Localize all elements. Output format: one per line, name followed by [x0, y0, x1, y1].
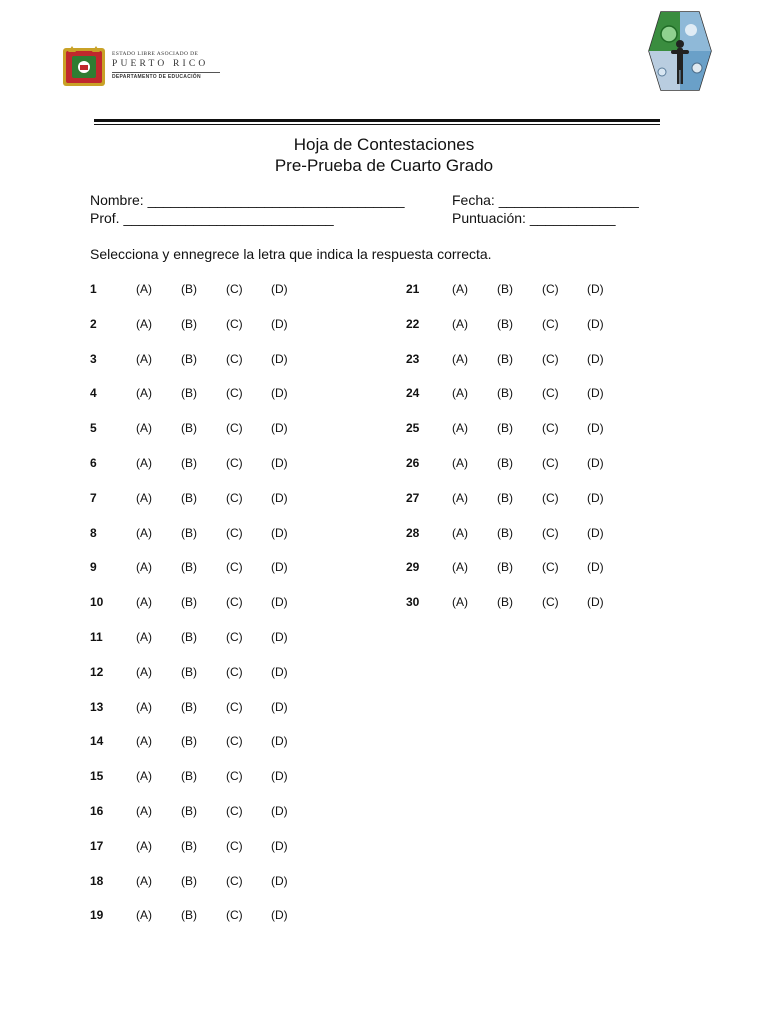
answer-option-d[interactable]: (D) — [587, 316, 604, 331]
answer-option-a[interactable]: (A) — [136, 282, 152, 296]
answer-option-d[interactable]: (D) — [271, 629, 288, 644]
answer-option-a[interactable]: (A) — [452, 421, 468, 436]
answer-option-d[interactable]: (D) — [587, 455, 604, 470]
question-number: 29 — [406, 560, 420, 575]
question-number: 14 — [90, 734, 104, 749]
answer-option-d[interactable]: (D) — [271, 316, 288, 331]
answer-option-d[interactable]: (D) — [271, 490, 288, 505]
answer-option-d[interactable]: (D) — [587, 386, 604, 401]
answer-option-c[interactable]: (C) — [226, 595, 243, 610]
answer-option-d[interactable]: (D) — [271, 386, 288, 401]
answer-option-a[interactable]: (A) — [136, 629, 152, 644]
answer-option-d[interactable]: (D) — [271, 873, 288, 888]
answer-option-d[interactable]: (D) — [271, 282, 288, 296]
answer-option-c[interactable]: (C) — [226, 560, 243, 575]
answer-option-b[interactable]: (B) — [497, 560, 513, 575]
answer-option-c[interactable]: (C) — [542, 282, 559, 296]
answer-option-a[interactable]: (A) — [136, 838, 152, 853]
answer-option-c[interactable]: (C) — [226, 455, 243, 470]
answer-option-b[interactable]: (B) — [181, 699, 197, 714]
question-number: 15 — [90, 769, 104, 784]
answer-option-c[interactable]: (C) — [226, 664, 243, 679]
question-number: 16 — [90, 803, 104, 818]
answer-option-b[interactable]: (B) — [181, 908, 197, 923]
answer-option-b[interactable]: (B) — [497, 316, 513, 331]
answer-option-c[interactable]: (C) — [226, 629, 243, 644]
answer-option-a[interactable]: (A) — [136, 316, 152, 331]
answer-option-d[interactable]: (D) — [587, 490, 604, 505]
answer-option-c[interactable]: (C) — [542, 421, 559, 436]
answer-option-b[interactable]: (B) — [181, 490, 197, 505]
question-number: 1 — [90, 282, 97, 296]
question-number: 17 — [90, 838, 104, 853]
agency-line-2: PUERTO RICO — [112, 58, 209, 69]
answer-option-b[interactable]: (B) — [181, 595, 197, 610]
answer-option-b[interactable]: (B) — [497, 595, 513, 610]
question-number: 12 — [90, 664, 104, 679]
page-title: Hoja de Contestaciones — [293, 135, 475, 154]
question-number: 28 — [406, 525, 420, 540]
answer-option-d[interactable]: (D) — [271, 838, 288, 853]
answer-option-c[interactable]: (C) — [226, 734, 243, 749]
question-number: 7 — [90, 490, 97, 505]
answer-option-b[interactable]: (B) — [497, 282, 513, 296]
answer-option-a[interactable]: (A) — [136, 595, 152, 610]
question-number: 11 — [90, 629, 103, 644]
answer-option-c[interactable]: (C) — [226, 699, 243, 714]
answer-option-d[interactable]: (D) — [587, 525, 604, 540]
answer-option-d[interactable]: (D) — [271, 908, 288, 923]
answer-option-a[interactable]: (A) — [136, 351, 152, 366]
answer-option-d[interactable]: (D) — [587, 282, 604, 296]
answer-option-a[interactable]: (A) — [136, 803, 152, 818]
answer-option-a[interactable]: (A) — [452, 282, 468, 296]
answer-option-d[interactable]: (D) — [587, 595, 604, 610]
question-number: 6 — [90, 455, 97, 470]
answer-option-c[interactable]: (C) — [542, 455, 559, 470]
answer-option-b[interactable]: (B) — [497, 490, 513, 505]
answer-option-d[interactable]: (D) — [271, 769, 288, 784]
question-number: 4 — [90, 386, 97, 401]
answer-option-a[interactable]: (A) — [136, 490, 152, 505]
coat-of-arms-icon — [62, 44, 106, 88]
fecha-field[interactable]: Fecha: __________________ — [452, 192, 639, 208]
answer-option-c[interactable]: (C) — [226, 386, 243, 401]
question-number: 25 — [406, 421, 420, 436]
question-number: 5 — [90, 421, 97, 436]
answer-option-d[interactable]: (D) — [271, 525, 288, 540]
answer-option-b[interactable]: (B) — [181, 525, 197, 540]
answer-option-c[interactable]: (C) — [226, 803, 243, 818]
answer-option-b[interactable]: (B) — [497, 386, 513, 401]
answer-option-b[interactable]: (B) — [181, 386, 197, 401]
department-of-education-logo — [62, 44, 227, 88]
answer-option-b[interactable]: (B) — [181, 455, 197, 470]
question-number: 21 — [406, 282, 420, 296]
answer-option-b[interactable]: (B) — [181, 421, 197, 436]
answer-option-b[interactable]: (B) — [181, 838, 197, 853]
answer-option-a[interactable]: (A) — [136, 699, 152, 714]
answer-option-a[interactable]: (A) — [452, 386, 468, 401]
agency-divider — [112, 72, 220, 73]
answer-option-a[interactable]: (A) — [452, 490, 468, 505]
answer-option-b[interactable]: (B) — [497, 525, 513, 540]
answer-option-b[interactable]: (B) — [181, 316, 197, 331]
answer-option-a[interactable]: (A) — [452, 316, 468, 331]
answer-option-b[interactable]: (B) — [181, 629, 197, 644]
question-number: 27 — [406, 490, 420, 505]
question-number: 8 — [90, 525, 97, 540]
answer-option-d[interactable]: (D) — [271, 803, 288, 818]
answer-option-c[interactable]: (C) — [542, 386, 559, 401]
answer-option-c[interactable]: (C) — [542, 351, 559, 366]
question-number: 24 — [406, 386, 420, 401]
answer-option-d[interactable]: (D) — [587, 421, 604, 436]
answer-option-a[interactable]: (A) — [452, 560, 468, 575]
question-number: 2 — [90, 316, 97, 331]
question-number: 13 — [90, 699, 104, 714]
answer-option-b[interactable]: (B) — [181, 282, 197, 296]
question-number: 10 — [90, 595, 104, 610]
question-number: 22 — [406, 316, 420, 331]
page-subtitle: Pre-Prueba de Cuarto Grado — [274, 156, 494, 175]
question-number: 23 — [406, 351, 420, 366]
answer-option-d[interactable]: (D) — [271, 664, 288, 679]
answer-option-c[interactable]: (C) — [226, 351, 243, 366]
instructions: Selecciona y ennegrece la letra que indica la respuesta correcta. — [90, 246, 492, 262]
answer-option-d[interactable]: (D) — [271, 595, 288, 610]
answer-option-a[interactable]: (A) — [136, 421, 152, 436]
question-number: 30 — [406, 595, 420, 610]
answer-option-c[interactable]: (C) — [226, 838, 243, 853]
question-number: 3 — [90, 351, 97, 366]
answer-option-a[interactable]: (A) — [452, 525, 468, 540]
header-rule-thin — [94, 124, 660, 125]
answer-option-a[interactable]: (A) — [452, 455, 468, 470]
answer-option-d[interactable]: (D) — [271, 699, 288, 714]
answer-option-d[interactable]: (D) — [271, 351, 288, 366]
answer-option-b[interactable]: (B) — [181, 560, 197, 575]
answer-option-d[interactable]: (D) — [271, 455, 288, 470]
answer-option-a[interactable]: (A) — [136, 873, 152, 888]
answer-option-c[interactable]: (C) — [226, 873, 243, 888]
answer-option-b[interactable]: (B) — [181, 873, 197, 888]
nombre-field[interactable]: Nombre: _________________________________ — [90, 192, 405, 208]
agency-line-1: ESTADO LIBRE ASOCIADO DE — [112, 51, 199, 57]
answer-option-c[interactable]: (C) — [226, 490, 243, 505]
answer-option-d[interactable]: (D) — [587, 560, 604, 575]
answer-option-a[interactable]: (A) — [136, 908, 152, 923]
answer-option-d[interactable]: (D) — [271, 560, 288, 575]
answer-option-b[interactable]: (B) — [181, 803, 197, 818]
agency-line-3: DEPARTAMENTO DE EDUCACIÓN — [112, 74, 201, 80]
answer-option-c[interactable]: (C) — [542, 595, 559, 610]
answer-option-b[interactable]: (B) — [181, 734, 197, 749]
answer-option-b[interactable]: (B) — [181, 769, 197, 784]
answer-option-a[interactable]: (A) — [136, 386, 152, 401]
answer-option-d[interactable]: (D) — [271, 734, 288, 749]
puntuacion-field[interactable]: Puntuación: ___________ — [452, 210, 616, 226]
prof-field[interactable]: Prof. ___________________________ — [90, 210, 334, 226]
answer-option-d[interactable]: (D) — [587, 351, 604, 366]
question-number: 19 — [90, 908, 104, 923]
answer-option-a[interactable]: (A) — [136, 664, 152, 679]
answer-option-c[interactable]: (C) — [542, 525, 559, 540]
question-number: 9 — [90, 560, 97, 575]
answer-option-a[interactable]: (A) — [136, 734, 152, 749]
header-rule-thick — [94, 119, 660, 122]
answer-option-c[interactable]: (C) — [542, 316, 559, 331]
answer-option-b[interactable]: (B) — [497, 351, 513, 366]
answer-option-c[interactable]: (C) — [542, 560, 559, 575]
answer-option-c[interactable]: (C) — [226, 525, 243, 540]
answer-option-a[interactable]: (A) — [136, 769, 152, 784]
answer-option-a[interactable]: (A) — [136, 525, 152, 540]
answer-option-b[interactable]: (B) — [181, 664, 197, 679]
answer-option-b[interactable]: (B) — [181, 351, 197, 366]
answer-option-a[interactable]: (A) — [452, 595, 468, 610]
answer-option-c[interactable]: (C) — [226, 316, 243, 331]
answer-option-c[interactable]: (C) — [226, 282, 243, 296]
answer-option-c[interactable]: (C) — [226, 769, 243, 784]
answer-option-d[interactable]: (D) — [271, 421, 288, 436]
answer-option-a[interactable]: (A) — [452, 351, 468, 366]
answer-option-b[interactable]: (B) — [497, 455, 513, 470]
question-number: 18 — [90, 873, 104, 888]
answer-option-c[interactable]: (C) — [226, 421, 243, 436]
answer-option-a[interactable]: (A) — [136, 455, 152, 470]
answer-option-a[interactable]: (A) — [136, 560, 152, 575]
answer-option-c[interactable]: (C) — [226, 908, 243, 923]
answer-option-b[interactable]: (B) — [497, 421, 513, 436]
science-collage-logo-icon — [647, 10, 713, 92]
answer-option-c[interactable]: (C) — [542, 490, 559, 505]
question-number: 26 — [406, 455, 420, 470]
